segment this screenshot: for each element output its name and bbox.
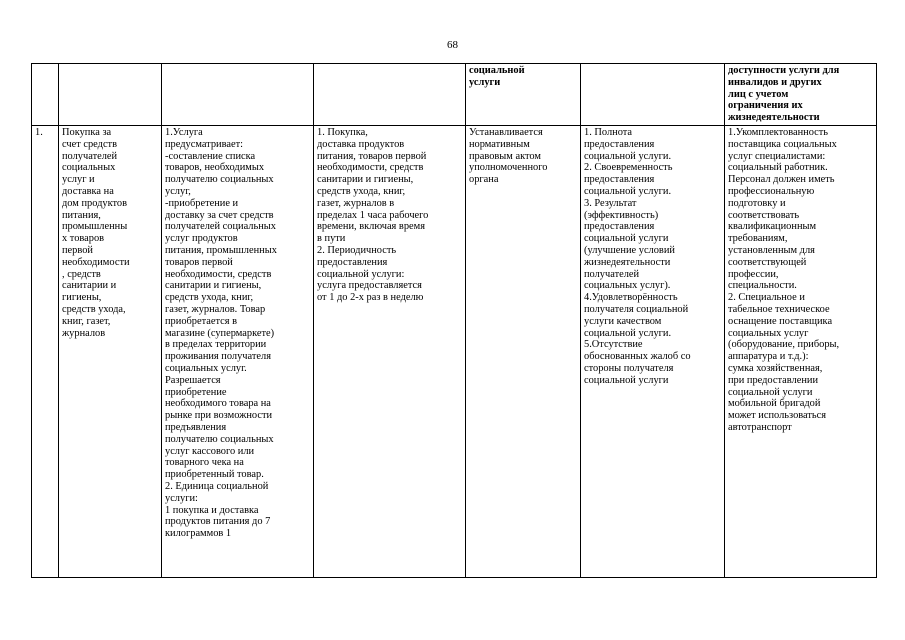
text-line: в пределах территории	[165, 339, 267, 351]
text-line: получателю социальных	[165, 174, 274, 186]
text-line: Разрешается	[165, 374, 221, 386]
text-line: социальной услуги.	[584, 150, 672, 162]
text-line: товаров, необходимых	[165, 162, 265, 174]
text-line: мобильной бригадой	[728, 398, 821, 410]
text-line: получателей	[584, 268, 640, 280]
text-line: социальной услуги	[584, 374, 669, 386]
text-line: при предоставлении	[728, 374, 819, 386]
text-line: доставка продуктов	[317, 138, 405, 150]
text-line: социальной услуги.	[584, 327, 672, 339]
text-line: доставка на	[62, 185, 114, 197]
text-line: 5.Отсутствие	[584, 339, 643, 351]
text-line: предусматривает:	[165, 138, 244, 150]
text-line: необходимого товара на	[165, 398, 271, 410]
text-line: гигиены,	[62, 292, 102, 304]
text-line: получателей	[62, 150, 118, 162]
text-line: Персонал должен иметь	[728, 174, 835, 186]
text-line: 2. Своевременность	[584, 162, 673, 174]
text-line: питания, промышленных	[165, 244, 277, 256]
text-line: средств ухода, книг,	[317, 185, 406, 197]
text-line: социальной услуги:	[317, 268, 405, 280]
header-cell-conditions	[725, 64, 877, 126]
text-line: Устанавливается	[469, 127, 543, 138]
text-line: (эффективность)	[584, 209, 659, 221]
text-line: социальных услуг	[728, 327, 809, 339]
text-line: товаров первой	[165, 256, 233, 268]
text-line: органа	[469, 174, 499, 186]
table-header-row	[32, 64, 877, 126]
text-line: предъявления	[165, 421, 227, 433]
text-line: жизнедеятельности	[728, 112, 820, 124]
text-line: предоставления	[584, 174, 655, 186]
text-line: в пути	[317, 233, 346, 245]
text-line: услуг,	[165, 185, 191, 197]
text-line: услуги качеством	[584, 315, 662, 327]
text-line: необходимости, средств	[165, 268, 272, 280]
text-line: социальной	[469, 65, 525, 76]
text-line: получателей социальных	[165, 221, 276, 233]
text-line: подготовку и	[728, 197, 786, 209]
text-line: услуг и	[62, 174, 95, 186]
text-line: 2. Периодичность	[317, 244, 397, 256]
text-line: социальных услуг.	[165, 362, 247, 374]
text-line: 1. Покупка,	[317, 127, 368, 138]
text-line: доставку за счет средств	[165, 209, 274, 221]
text-line: предоставления	[584, 221, 655, 233]
text-line: Покупка за	[62, 127, 112, 138]
text-line: специальности.	[728, 280, 797, 292]
text-line: -составление списка	[165, 150, 256, 162]
text-line: санитарии и	[62, 280, 117, 292]
text-line: предоставления	[584, 138, 655, 150]
text-line: счет средств	[62, 138, 118, 150]
text-line: профессиональную	[728, 185, 815, 197]
text-line: 2. Специальное и	[728, 292, 805, 304]
text-line: квалификационным	[728, 221, 817, 233]
service-rate-cell	[466, 126, 581, 578]
text-line: требованиям,	[728, 233, 788, 245]
text-line: питания,	[62, 209, 101, 221]
service-volume-cell	[314, 126, 466, 578]
text-line: автотранспорт	[728, 421, 792, 433]
text-line: средств ухода, книг,	[165, 292, 254, 304]
text-line: стороны получателя	[584, 362, 674, 374]
text-line: 1. Полнота	[584, 127, 633, 138]
text-line: 1.Услуга	[165, 127, 203, 138]
text-line: услуг специалистами:	[728, 150, 826, 162]
text-line: социальный работник.	[728, 162, 828, 174]
text-line: социальных	[62, 162, 116, 174]
service-conditions-cell	[725, 126, 877, 578]
text-line: социальной услуги.	[584, 185, 672, 197]
text-line: пределах 1 часа рабочего	[317, 209, 429, 221]
text-line: услуга предоставляется	[317, 280, 422, 292]
service-description-cell	[162, 126, 314, 578]
text-line: уполномоченного	[469, 162, 548, 174]
text-line: приобретенный товар.	[165, 469, 264, 481]
text-line: необходимости	[62, 256, 130, 268]
text-line: предоставления	[317, 256, 388, 268]
text-line: аппаратура и т.д.):	[728, 351, 809, 363]
text-line: килограммов 1	[165, 528, 232, 540]
text-line: нормативным	[469, 138, 530, 150]
text-line: -приобретение и	[165, 197, 239, 209]
text-line: соответствующей	[728, 256, 807, 268]
text-line: установленным для	[728, 244, 815, 256]
text-line: промышленны	[62, 221, 128, 233]
text-line: продуктов питания до 7	[165, 516, 271, 528]
text-line: приобретение	[165, 386, 227, 398]
text-line: средств ухода,	[62, 303, 126, 315]
services-table	[31, 63, 877, 578]
text-line: правовым актом	[469, 150, 541, 162]
text-line: , средств	[62, 268, 101, 280]
text-line: услуг кассового или	[165, 445, 255, 457]
text-line: товарного чека на	[165, 457, 244, 469]
header-cell-rate	[466, 64, 581, 126]
text-line: табельное техническое	[728, 303, 830, 315]
text-line: 4.Удовлетворённость	[584, 292, 678, 304]
text-line: профессии,	[728, 268, 779, 280]
text-line: 1 покупка и доставка	[165, 504, 259, 516]
text-line: может использоваться	[728, 410, 827, 422]
row-number: 1.	[32, 126, 59, 578]
text-line: 2. Единица социальной	[165, 480, 269, 492]
text-line: 3. Результат	[584, 197, 637, 209]
header-cell-description	[162, 64, 314, 126]
text-line: социальной услуги	[728, 386, 813, 398]
text-line: обоснованных жалоб со	[584, 351, 691, 363]
text-line: сумка хозяйственная,	[728, 362, 823, 374]
text-line: услуги	[469, 76, 501, 88]
text-line: журналов	[62, 327, 106, 339]
text-line: социальных услуг).	[584, 280, 671, 292]
text-line: жизнедеятельности	[584, 256, 671, 268]
text-line: первой	[62, 244, 93, 256]
text-line: получателя социальной	[584, 303, 689, 315]
text-line: (улучшение условий	[584, 244, 675, 256]
text-line: услуги:	[165, 492, 198, 504]
text-line: газет, журналов. Товар	[165, 303, 266, 315]
text-line: поставщика социальных	[728, 138, 837, 150]
header-cell-number	[32, 64, 59, 126]
text-line: получателю социальных	[165, 433, 274, 445]
text-line: санитарии и гигиены,	[165, 280, 262, 292]
text-line: услуг продуктов	[165, 233, 238, 245]
text-line: необходимости, средств	[317, 162, 424, 174]
service-quality-cell	[581, 126, 725, 578]
text-line: магазине (супермаркете)	[165, 327, 275, 339]
text-line: питания, товаров первой	[317, 150, 427, 162]
text-line: 1.Укомплектованность	[728, 127, 829, 138]
text-line: х товаров	[62, 233, 105, 245]
header-cell-volume	[314, 64, 466, 126]
text-line: доступности услуги для	[728, 65, 840, 76]
page-number: 68	[447, 39, 458, 51]
text-line: ограничения их	[728, 100, 803, 112]
text-line: книг, газет,	[62, 315, 111, 327]
text-line: времени, включая время	[317, 221, 426, 233]
text-line: санитарии и гигиены,	[317, 174, 414, 186]
text-line: лиц с учетом	[728, 88, 789, 100]
text-line: приобретается в	[165, 315, 238, 327]
text-line: газет, журналов в	[317, 197, 395, 209]
table-row	[32, 126, 877, 578]
text-line: оснащение поставщика	[728, 315, 833, 327]
text-line: от 1 до 2-х раз в неделю	[317, 292, 424, 304]
header-cell-service-name	[59, 64, 162, 126]
text-line: соответствовать	[728, 209, 800, 221]
text-line: социальной услуги	[584, 233, 669, 245]
text-line: рынке при возможности	[165, 410, 273, 422]
service-name-cell	[59, 126, 162, 578]
text-line: инвалидов и других	[728, 76, 822, 88]
text-line: проживания получателя	[165, 351, 271, 363]
text-line: дом продуктов	[62, 197, 128, 209]
header-cell-quality	[581, 64, 725, 126]
text-line: (оборудование, приборы,	[728, 339, 840, 351]
